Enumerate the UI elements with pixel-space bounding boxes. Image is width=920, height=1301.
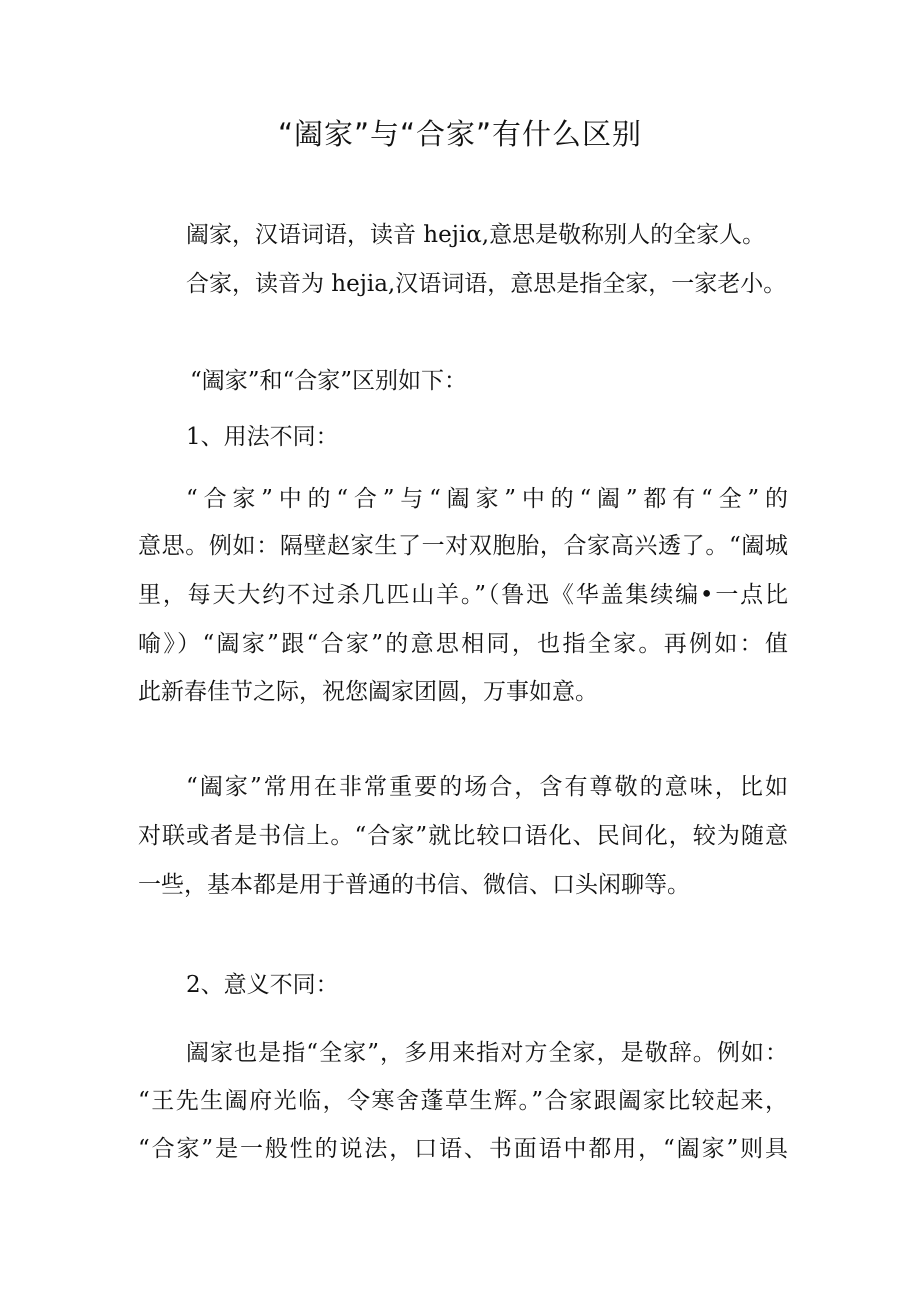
section-heading: 2、意义不同：	[186, 972, 339, 998]
paragraph-line: “合家”是一般性的说法，口语、书面语中都用，“阖家”则具	[138, 1136, 788, 1162]
paragraph-line: 意思。例如：隔壁赵家生了一对双胞胎，合家高兴透了。“阖城	[138, 533, 788, 559]
paragraph-line: “合家”中的“合”与“阖家”中的“阖”都有“全”的	[186, 486, 788, 512]
paragraph-line: 阖家，汉语词语，读音 hejiα,意思是敬称别人的全家人。	[186, 222, 766, 248]
section-heading: 1、用法不同：	[186, 424, 339, 450]
paragraph-line: 此新春佳节之际，祝您阖家团圆，万事如意。	[138, 679, 598, 705]
paragraph-line: “王先生阖府光临，令寒舍蓬草生辉。”合家跟阖家比较起来，	[138, 1088, 788, 1114]
paragraph-line: 喻》）“阖家”跟“合家”的意思相同，也指全家。再例如：值	[138, 631, 788, 657]
paragraph-line: 阖家也是指“全家”，多用来指对方全家，是敬辞。例如：	[186, 1040, 788, 1066]
paragraph-line: 合家，读音为 hejia,汉语词语，意思是指全家，一家老小。	[186, 271, 787, 297]
paragraph-line: “阖家”常用在非常重要的场合，含有尊敬的意味，比如	[186, 774, 788, 800]
paragraph-line: 里，每天大约不过杀几匹山羊。”（鲁迅《华盖集续编•一点比	[138, 582, 788, 608]
paragraph-line: 一些，基本都是用于普通的书信、微信、口头闲聊等。	[138, 872, 690, 898]
paragraph-line: 对联或者是书信上。“合家”就比较口语化、民间化，较为随意	[138, 823, 788, 849]
paragraph-line: “阖家”和“合家”区别如下：	[190, 368, 468, 394]
document-title: “阖家”与“合家”有什么区别	[277, 117, 643, 151]
